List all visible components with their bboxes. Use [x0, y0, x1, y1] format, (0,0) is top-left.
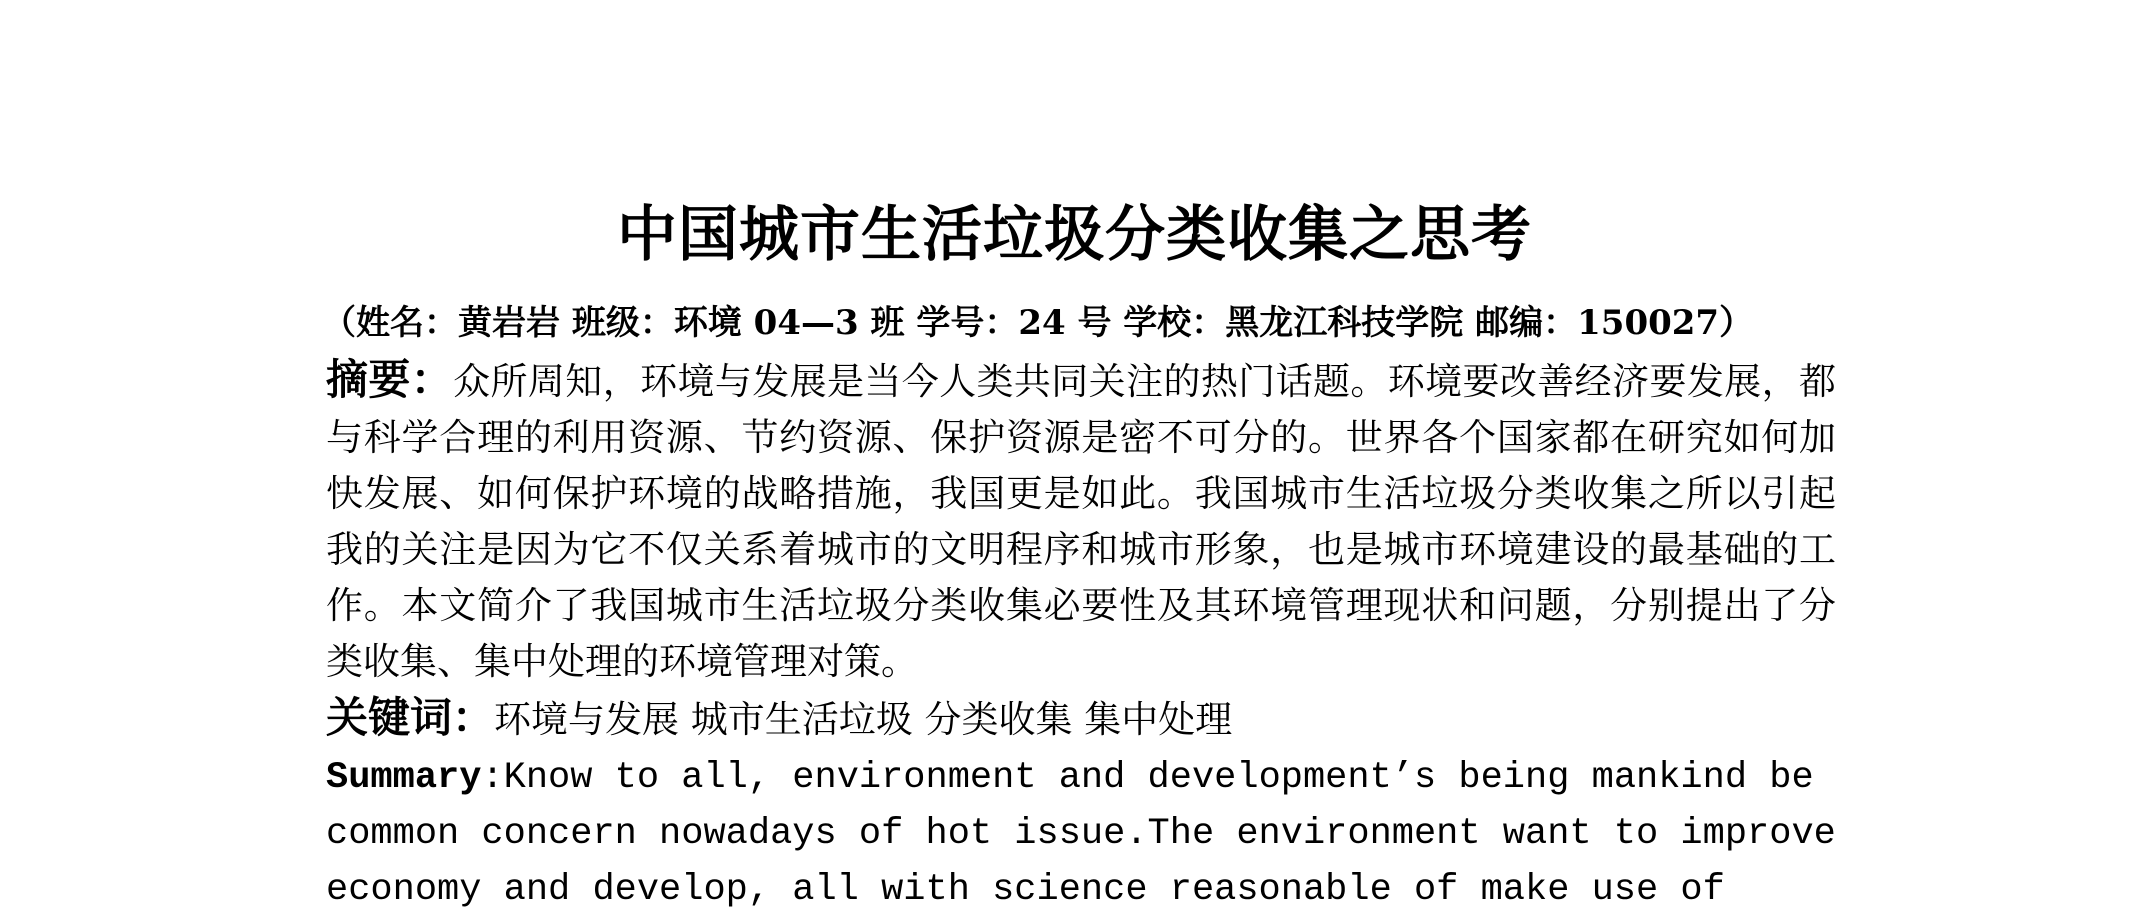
summary-line-text: :Know to all, environment and development’s being mankind be: [481, 757, 1814, 799]
summary-paragraph: [326, 750, 1886, 918]
abstract-paragraph: [326, 352, 1836, 690]
abstract-label: 摘要：: [326, 355, 454, 404]
summary-line-1: [326, 750, 1886, 806]
keywords-paragraph: [326, 690, 1836, 748]
document-title: 中国城市生活垃圾分类收集之思考: [617, 200, 1532, 270]
abstract-text: 众所周知，环境与发展是当今人类共同关注的热门话题。环境要改善经济要发展，都与科学合理的利用资源、节约资源、保护资源是密不可分的。世界各个国家都在研究如何加快发展、如何保护环境的战略措施，我国更是如此。我国城市生活垃圾分类收集之所以引起我的关注是因为它不仅关系着城市的文明程序和城市形象，也是城市环境建设的最基础的工作。本文简介了我国城市生活垃圾分类收集必要性及其环境管理现状和问题，分别提出了分类收集、集中处理的环境管理对策。: [326, 360, 1836, 683]
summary-line-2: common concern nowadays of hot issue.The environment want to improve: [326, 813, 1836, 855]
summary-label: Summary: [326, 757, 482, 799]
summary-line-3: economy and develop, all with science reasonable of make use of: [326, 869, 1725, 911]
author-info-line: （姓名：黄岩岩 班级：环境 04—3 班 学号：24 号 学校：黑龙江科技学院 邮编：150027）: [322, 303, 1754, 343]
keywords-text: 环境与发展 城市生活垃圾 分类收集 集中处理: [494, 698, 1233, 741]
keywords-label: 关键词：: [326, 693, 495, 742]
